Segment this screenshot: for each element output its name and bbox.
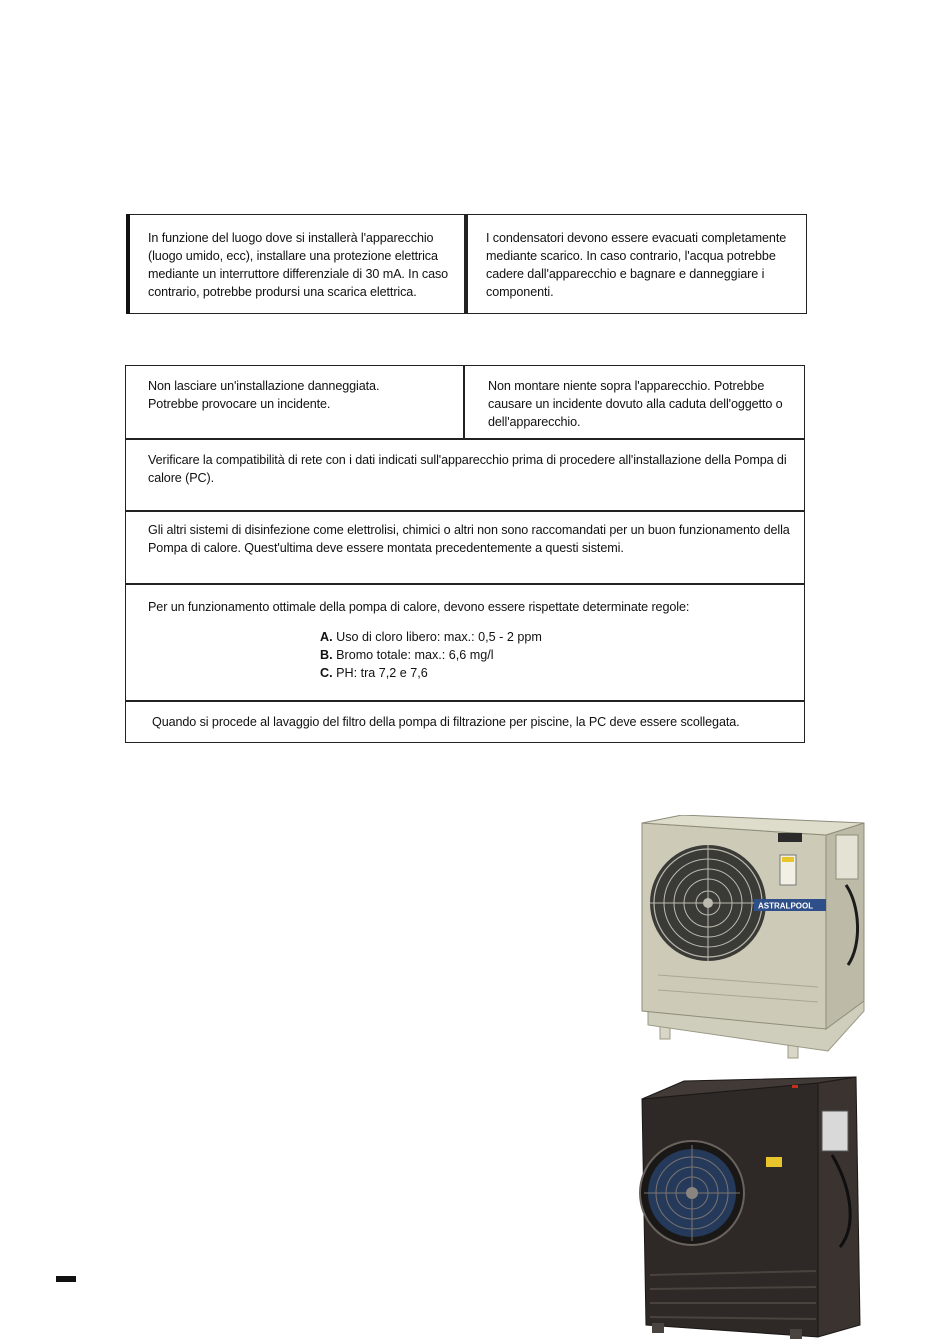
rule-item: B. Bromo totale: max.: 6,6 mg/l — [320, 648, 494, 662]
brand-label: ASTRALPOOL — [758, 901, 814, 911]
caution-row-separator-4 — [125, 700, 805, 702]
caution-filter-wash-text: Quando si procede al lavaggio del filtro della pompa di filtrazione per piscine, la PC deve essere scollegata. — [152, 715, 740, 729]
heat-pump-photo-beige — [638, 815, 870, 1067]
caution-row-separator-1 — [125, 438, 805, 440]
rule-item: C. PH: tra 7,2 e 7,6 — [320, 666, 428, 680]
caution-row-separator-3 — [125, 583, 805, 585]
heat-pump-photo-dark — [636, 1075, 872, 1341]
rules-list — [320, 628, 542, 682]
caution-network-compatibility-text: Verificare la compatibilità di rete con i dati indicati sull'apparecchio prima di procedere all'installazione della Pompa di calore (PC). — [148, 453, 787, 485]
warning-condenser-text: I condensatori devono essere evacuati completamente mediante scarico. In caso contrario, l'acqua potrebbe cadere dall'apparecchio e bagnare e danneggiare i componenti. — [486, 231, 787, 299]
caution-nothing-on-top-text: Non montare niente sopra l'apparecchio. Potrebbe causare un incidente dovuto alla caduta dell'oggetto o dell'apparecchio. — [488, 379, 783, 429]
caution-rules-intro: Per un funzionamento ottimale della pompa di calore, devono essere rispettate determinate regole: — [148, 600, 690, 614]
caution-row-separator-2 — [125, 510, 805, 512]
warning-electrical-text: In funzione del luogo dove si installerà l'apparecchio (luogo umido, ecc), installare una protezione elettrica mediante un interruttore differenziale di 30 mA. In caso contrario, potrebbe prodursi una scarica elettrica. — [148, 231, 449, 299]
warning-box-1-divider — [464, 214, 468, 314]
warning-box-1-left-bar — [126, 214, 130, 314]
caution-disinfection-text: Gli altri sistemi di disinfezione come elettrolisi, chimici o altri non sono raccomandati per un buon funzionamento della Pompa di calore. Quest'ultima deve essere montata precedentemente a questi sistemi. — [148, 523, 790, 555]
rule-item: A. Uso di cloro libero: max.: 0,5 - 2 ppm — [320, 630, 542, 644]
caution-damaged-installation-text: Non lasciare un'installazione danneggiata. Potrebbe provocare un incidente. — [148, 379, 380, 411]
page-mark — [56, 1276, 76, 1282]
caution-row1-divider — [463, 365, 465, 439]
